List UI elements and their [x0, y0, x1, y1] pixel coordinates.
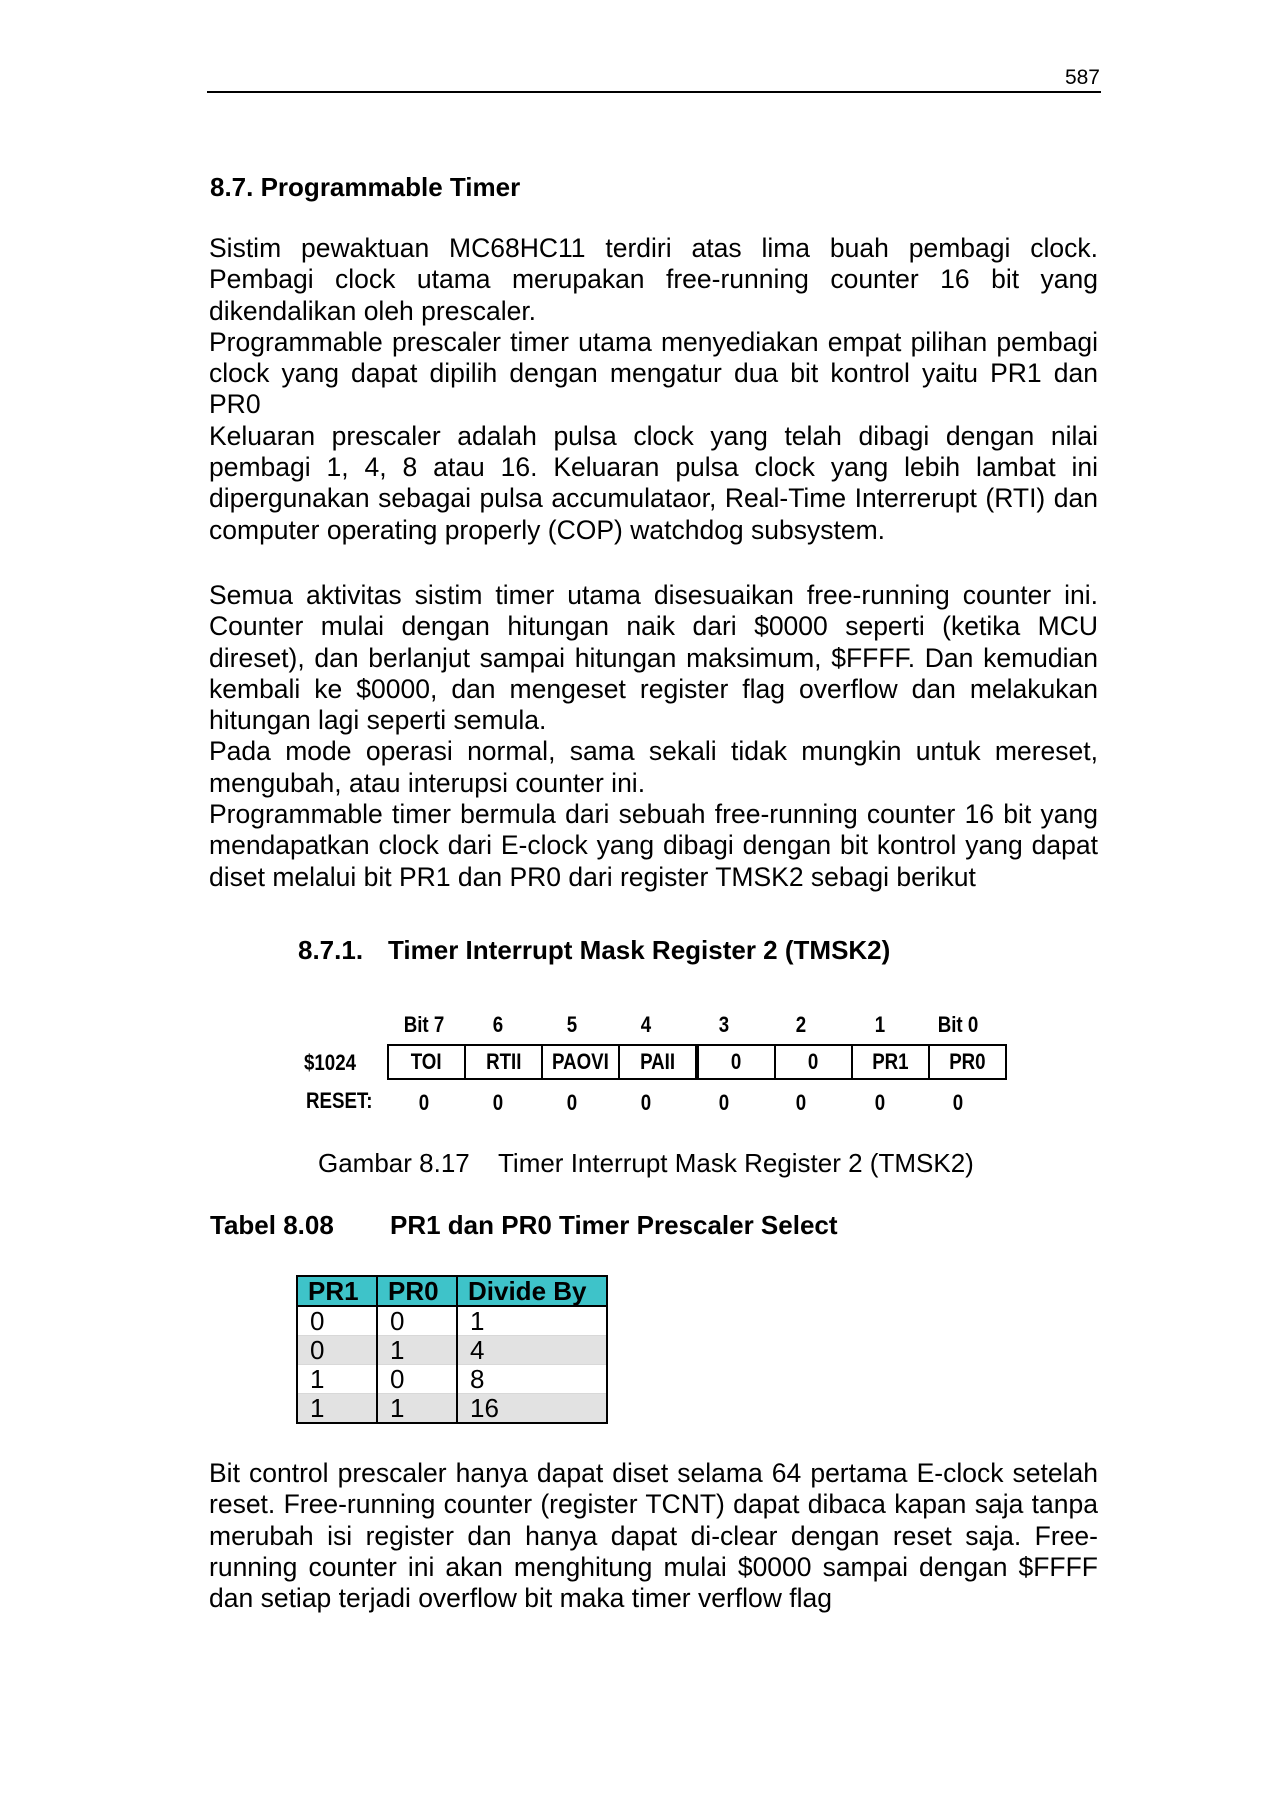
subsection-heading: Timer Interrupt Mask Register 2 (TMSK2)	[388, 935, 891, 965]
figure-caption-text: Timer Interrupt Mask Register 2 (TMSK2)	[498, 1148, 974, 1178]
reset-value: 0	[874, 1090, 886, 1115]
figure-caption	[318, 1148, 974, 1179]
table-cell: 0	[297, 1306, 377, 1336]
bit-label: Bit 0	[937, 1012, 979, 1037]
table-cell: 16	[457, 1394, 607, 1424]
bit-label: 6	[492, 1012, 504, 1037]
bit-label: 1	[874, 1012, 886, 1037]
header-rule	[207, 91, 1101, 93]
paragraph: Programmable prescaler timer utama menyediakan empat pilihan pembagi clock yang dapat dipilih dengan mengatur dua bit kontrol yaitu PR1 dan PR0	[209, 326, 1098, 420]
bit-label: 5	[566, 1012, 578, 1037]
table-row	[297, 1336, 607, 1365]
register-diagram	[300, 1012, 1020, 1122]
table-row	[297, 1306, 607, 1336]
paragraph: Bit control prescaler hanya dapat diset selama 64 pertama E-clock setelah reset. Free-running counter (register TCNT) dapat dibaca kapan saja tanpa merubah isi register dan hanya dapat di-clear dengan reset saja. Free-running counter ini akan menghitung mulai $0000 sampai dengan $FFFF dan setiap terjadi overflow bit maka timer verflow flag	[209, 1458, 1098, 1614]
closing-body	[209, 1458, 1098, 1614]
paragraph: Keluaran prescaler adalah pulsa clock yang telah dibagi dengan nilai pembagi 1, 4, 8 atau 16. Keluaran pulsa clock yang lebih lambat ini dipergunakan sebagai pulsa accumulataor, Real-Time Interrerupt (RTI) dan computer operating properly (COP) watchdog subsystem.	[209, 420, 1098, 545]
reset-value: 0	[718, 1090, 730, 1115]
table-cell: 1	[297, 1394, 377, 1424]
paragraph: Semua aktivitas sistim timer utama disesuaikan free-running counter ini. Counter mulai dengan hitungan naik dari $0000 seperti (ketika MCU direset), dan berlanjut sampai hitungan maksimum, $FFFF. Dan kemudian kembali ke $0000, dan mengeset register flag overflow dan melakukan hitungan lagi seperti semula.	[209, 580, 1098, 736]
reset-value: 0	[418, 1090, 430, 1115]
register-field-pr1: PR1	[851, 1044, 930, 1080]
bit-label: 4	[640, 1012, 652, 1037]
table-cell: 0	[377, 1306, 457, 1336]
section-title: 8.7. Programmable Timer	[210, 172, 521, 202]
table-cell: 0	[377, 1365, 457, 1394]
table-cell: 8	[457, 1365, 607, 1394]
register-field-rtii: RTII	[464, 1044, 543, 1080]
section-body-1	[209, 233, 1098, 546]
table-label: Tabel 8.08	[210, 1210, 334, 1240]
paragraph: Sistim pewaktuan MC68HC11 terdiri atas lima buah pembagi clock. Pembagi clock utama merupakan free-running counter 16 bit yang dikendalikan oleh prescaler.	[209, 233, 1098, 326]
reset-value: 0	[952, 1090, 964, 1115]
table-cell: 1	[377, 1336, 457, 1365]
table-cell: 1	[457, 1306, 607, 1336]
table-cell: 4	[457, 1336, 607, 1365]
table-title	[210, 1210, 838, 1241]
table-header: PR1	[297, 1276, 377, 1306]
table-header: PR0	[377, 1276, 457, 1306]
reset-value: 0	[640, 1090, 652, 1115]
page-number: 587	[1064, 66, 1100, 89]
subsection-number: 8.7.1.	[298, 935, 364, 965]
register-field-paovi: PAOVI	[541, 1044, 620, 1080]
table-cell: 1	[377, 1394, 457, 1424]
register-field-pr0: PR0	[928, 1044, 1007, 1080]
reset-value: 0	[566, 1090, 578, 1115]
register-field-bit2: 0	[774, 1044, 853, 1080]
table-title-text: PR1 dan PR0 Timer Prescaler Select	[390, 1210, 838, 1240]
table-row	[297, 1394, 607, 1424]
table-header-row	[297, 1276, 607, 1306]
subsection-title	[298, 935, 890, 966]
register-field-paii: PAII	[618, 1044, 697, 1080]
section-body-2	[209, 580, 1098, 893]
paragraph: Programmable timer bermula dari sebuah free-running counter 16 bit yang mendapatkan clock dari E-clock yang dibagi dengan bit kontrol yang dapat diset melalui bit PR1 dan PR0 dari register TMSK2 sebagi berikut	[209, 799, 1098, 892]
bit-label: Bit 7	[403, 1012, 445, 1037]
prescaler-table	[296, 1275, 608, 1424]
register-field-bit3: 0	[697, 1044, 776, 1080]
table-cell: 1	[297, 1365, 377, 1394]
figure-label: Gambar 8.17	[318, 1148, 470, 1178]
reset-value: 0	[492, 1090, 504, 1115]
bit-label: 3	[718, 1012, 730, 1037]
register-address: $1024	[304, 1050, 357, 1075]
register-field-toi: TOI	[387, 1044, 466, 1080]
bit-label: 2	[795, 1012, 807, 1037]
table-cell: 0	[297, 1336, 377, 1365]
register-fields	[387, 1044, 1005, 1080]
table-row	[297, 1365, 607, 1394]
reset-value: 0	[795, 1090, 807, 1115]
paragraph: Pada mode operasi normal, sama sekali tidak mungkin untuk mereset, mengubah, atau interupsi counter ini.	[209, 736, 1098, 798]
register-reset-label: RESET:	[306, 1088, 373, 1113]
table-header: Divide By	[457, 1276, 607, 1306]
